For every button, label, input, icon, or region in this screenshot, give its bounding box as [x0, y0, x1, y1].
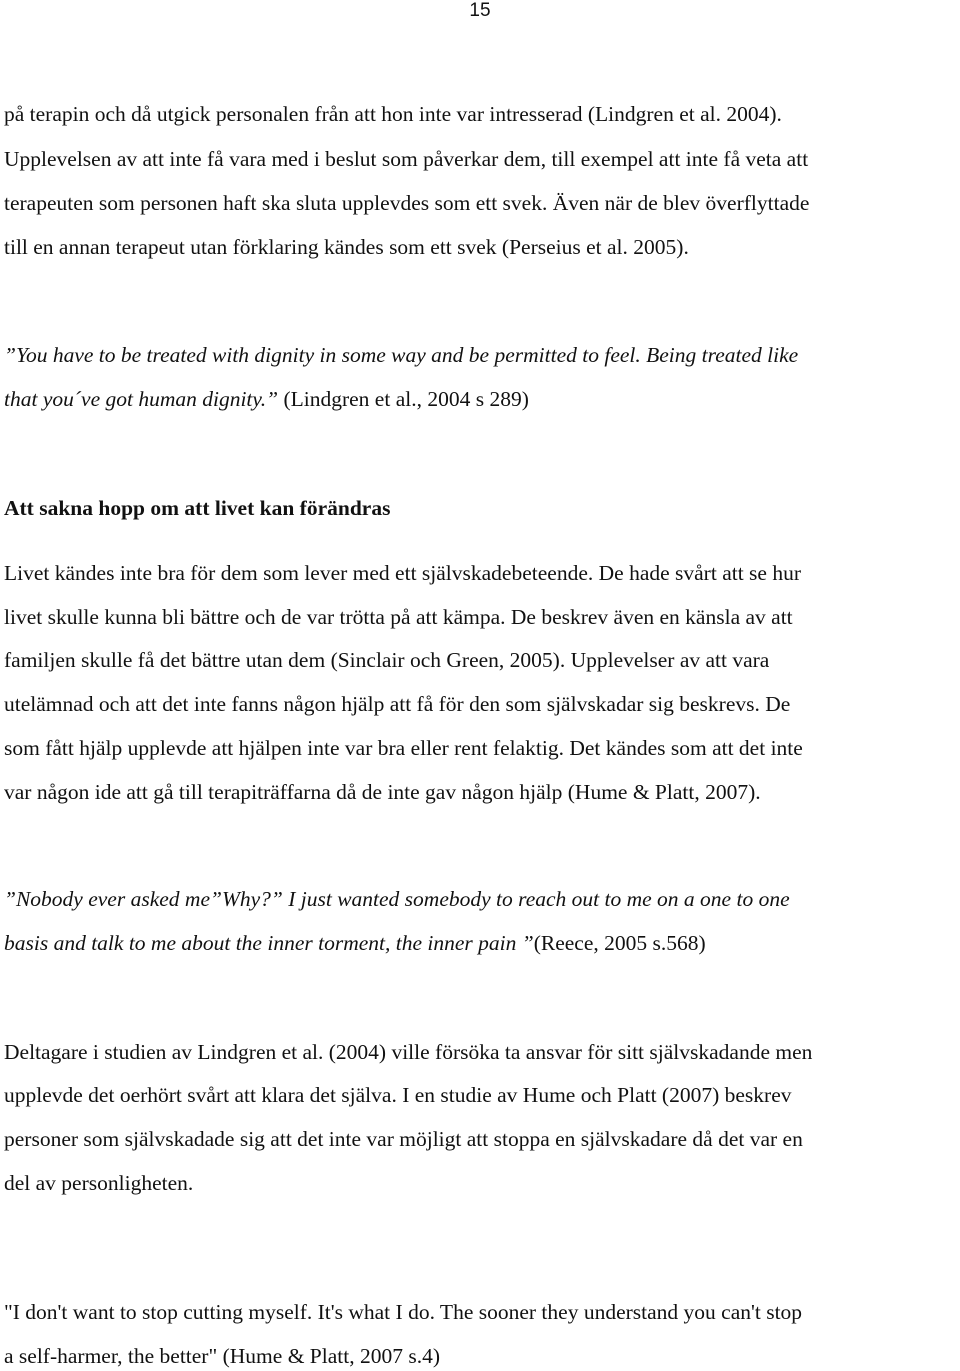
- quote-1-text: that you´ve got human dignity.”: [4, 387, 279, 411]
- paragraph-1-line-1: på terapin och då utgick personalen från att hon inte var intresserad (Lindgren et al. 2004).: [4, 102, 782, 126]
- paragraph-2-line-5: som fått hjälp upplevde att hjälpen inte var bra eller rent felaktig. Det kändes som att det inte: [4, 736, 803, 760]
- paragraph-1-line-4: till en annan terapeut utan förklaring kändes som ett svek (Perseius et al. 2005).: [4, 235, 689, 259]
- paragraph-2-line-2: livet skulle kunna bli bättre och de var trötta på att kämpa. De beskrev även en känsla av att: [4, 605, 793, 629]
- paragraph-2-line-1: Livet kändes inte bra för dem som lever med ett självskadebeteende. De hade svårt att se hur: [4, 561, 802, 585]
- quote-2-line-2: [4, 928, 706, 958]
- paragraph-3-line-1: Deltagare i studien av Lindgren et al. (2004) ville försöka ta ansvar för sitt självskadande men: [4, 1040, 813, 1064]
- quote-2-text: basis and talk to me about the inner torment, the inner pain ”: [4, 931, 534, 955]
- page-number: 15: [469, 0, 491, 21]
- paragraph-1-line-3: terapeuten som personen haft ska sluta upplevdes som ett svek. Även när de blev överflyttade: [4, 191, 810, 215]
- paragraph-1-line-2: Upplevelsen av att inte få vara med i beslut som påverkar dem, till exempel att inte få veta att: [4, 147, 809, 171]
- paragraph-3-line-2: upplevde det oerhört svårt att klara det själva. I en studie av Hume och Platt (2007) beskrev: [4, 1083, 792, 1107]
- paragraph-3-line-4: del av personligheten.: [4, 1171, 194, 1195]
- paragraph-3-line-3: personer som självskadade sig att det inte var möjligt att stoppa en självskadare då det var en: [4, 1127, 803, 1151]
- quote-1-line-1: ”You have to be treated with dignity in some way and be permitted to feel. Being treated like: [4, 343, 799, 367]
- quote-1-citation: (Lindgren et al., 2004 s 289): [278, 387, 529, 411]
- quote-3-line-1: "I don't want to stop cutting myself. It's what I do. The sooner they understand you can't stop: [4, 1300, 803, 1324]
- quote-3-line-2: a self-harmer, the better" (Hume & Platt, 2007 s.4): [4, 1344, 440, 1368]
- paragraph-2-line-6: var någon ide att gå till terapiträffarna då de inte gav någon hjälp (Hume & Platt, 2007).: [4, 780, 761, 804]
- quote-2-citation: (Reece, 2005 s.568): [533, 931, 706, 955]
- section-heading: Att sakna hopp om att livet kan förändras: [4, 496, 391, 520]
- quote-2-line-1: ”Nobody ever asked me”Why?” I just wanted somebody to reach out to me on a one to one: [4, 887, 790, 911]
- quote-1-line-2: [4, 384, 529, 414]
- paragraph-2-line-3: familjen skulle få det bättre utan dem (Sinclair och Green, 2005). Upplevelser av att vara: [4, 648, 770, 672]
- paragraph-2-line-4: utelämnad och att det inte fanns någon hjälp att få för den som självskadar sig beskrevs. De: [4, 692, 791, 716]
